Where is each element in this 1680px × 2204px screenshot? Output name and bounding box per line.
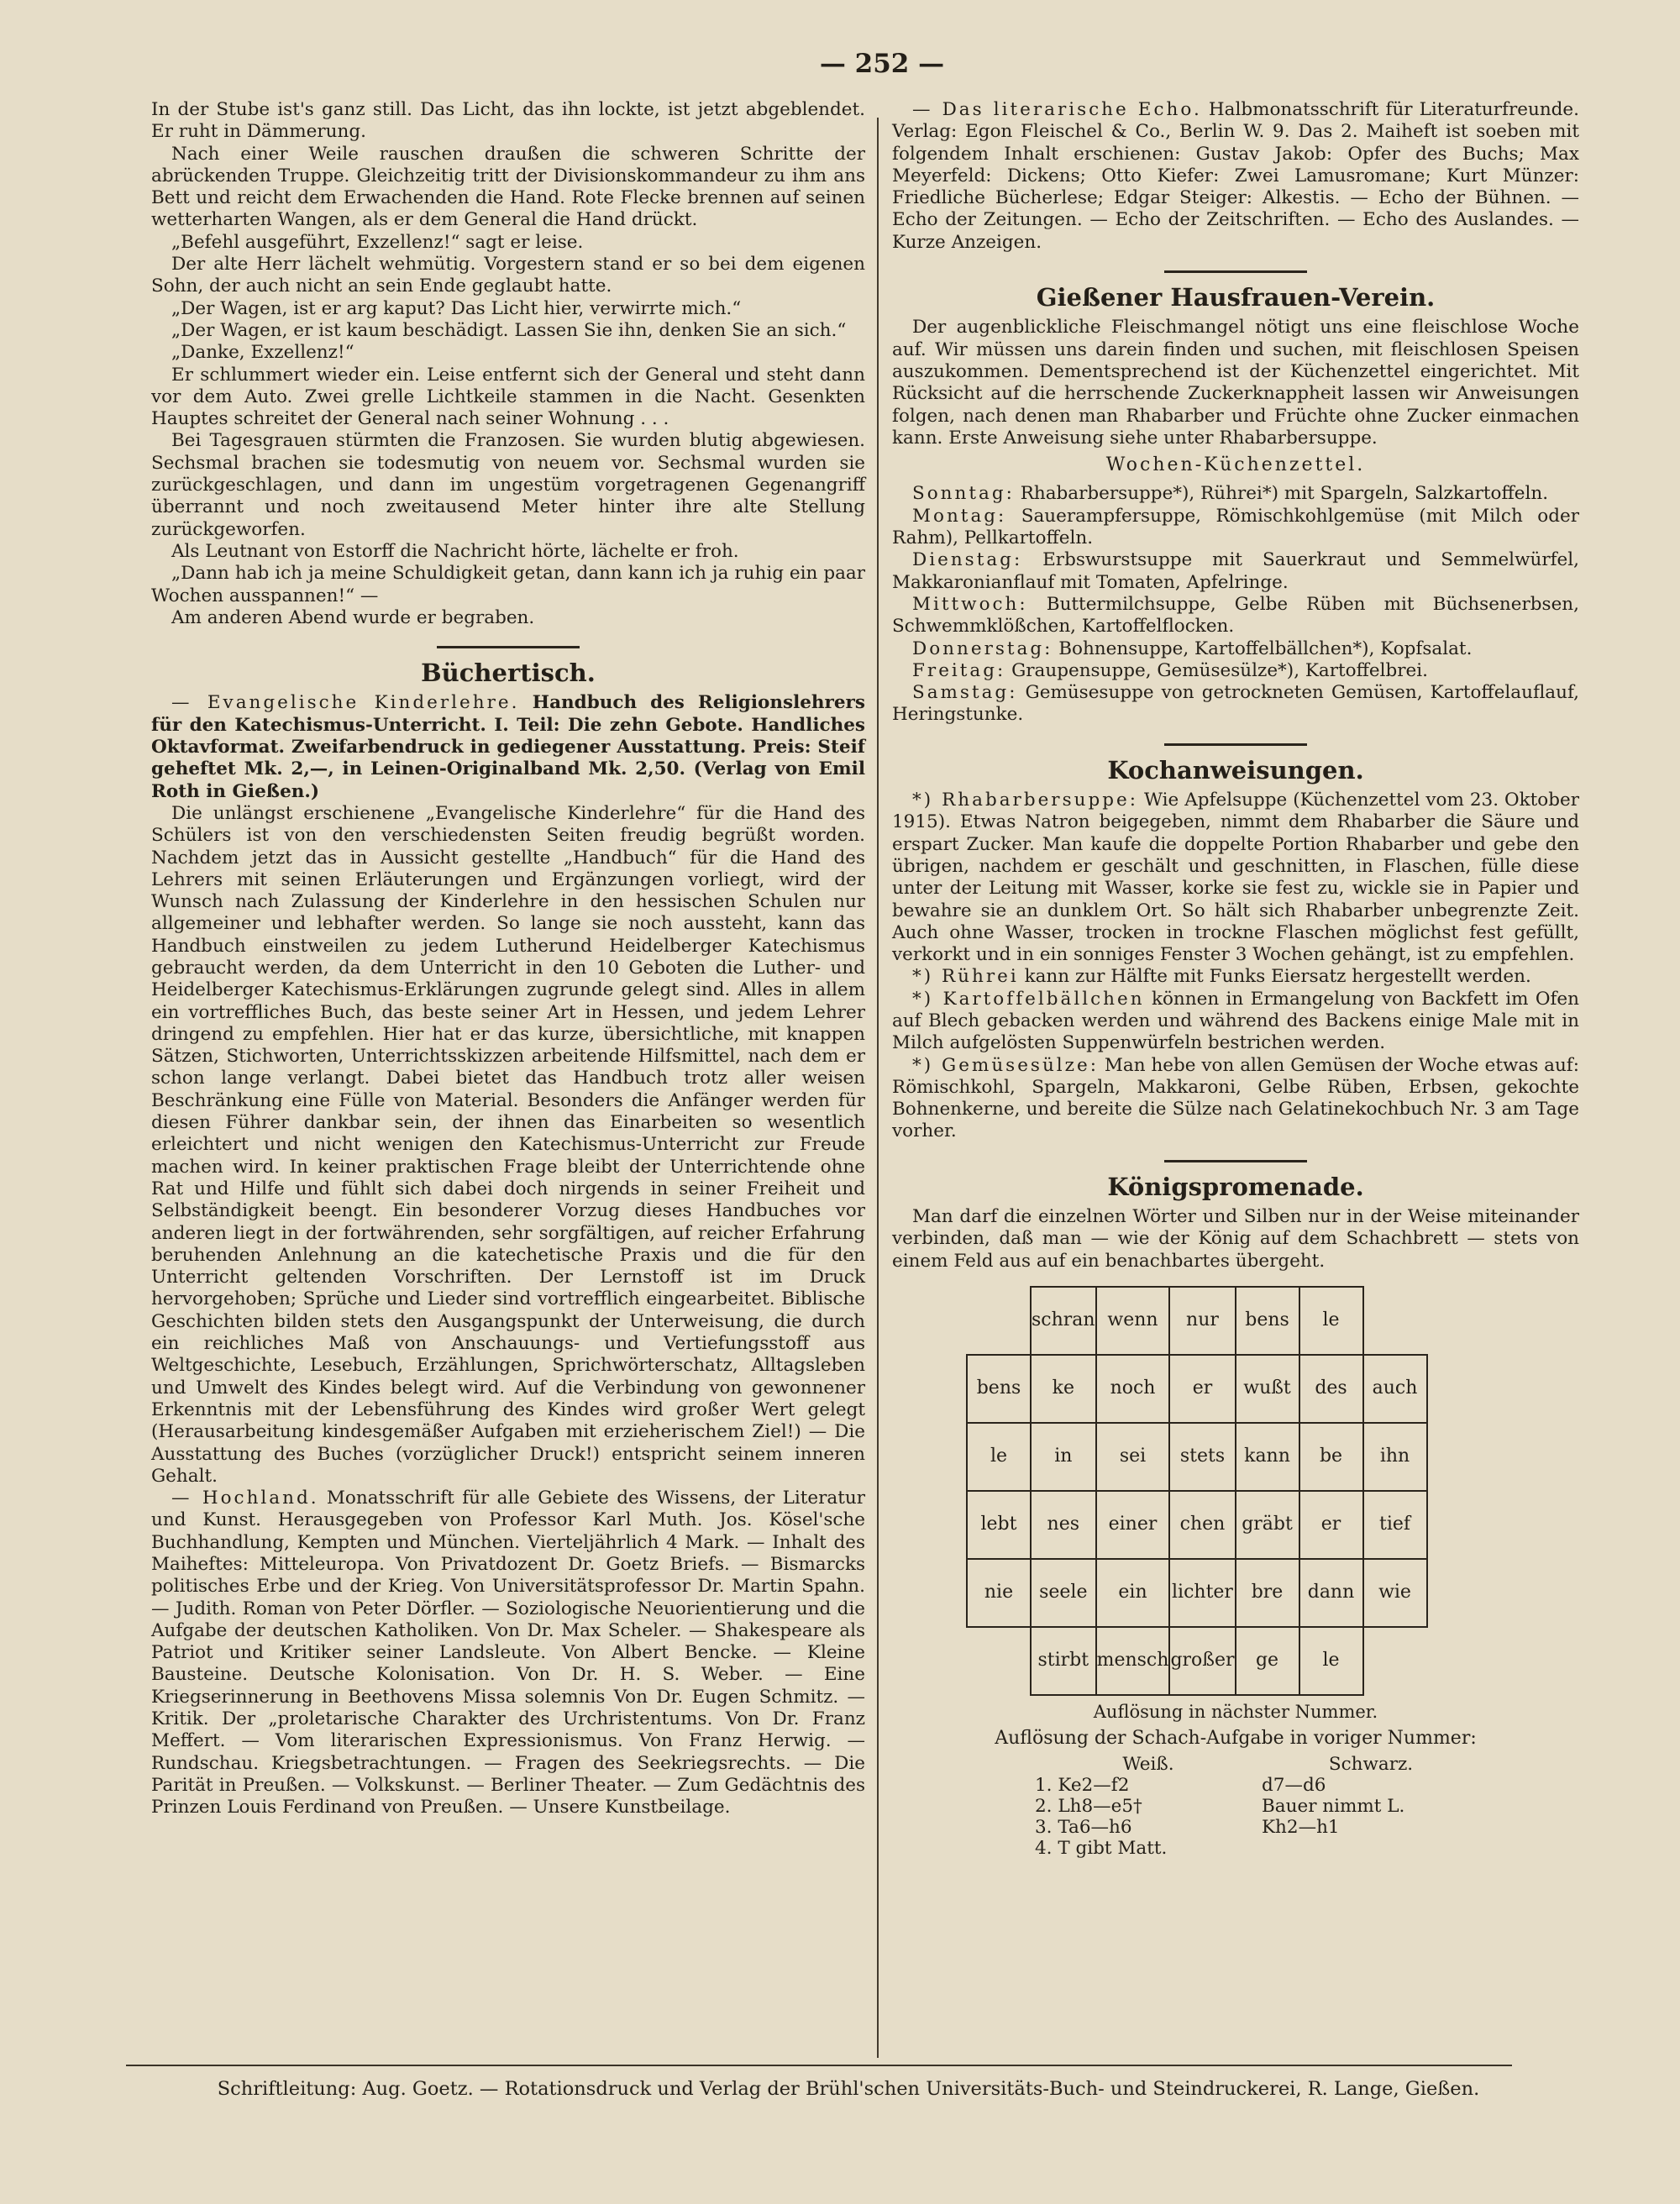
- black-move: Kh2—h1: [1262, 1816, 1340, 1838]
- menu-day: Mittwoch:: [912, 593, 1028, 615]
- story-paragraph: „Dann hab ich ja meine Schuldigkeit getan, dann kann ich ja ruhig ein paar Wochen ausspannen!“ —: [151, 563, 865, 606]
- grid-cell: ihn: [1363, 1423, 1427, 1491]
- grid-cell: le: [1299, 1287, 1363, 1355]
- white-move: 2. Lh8—e5†: [1035, 1795, 1142, 1817]
- black-move: Bauer nimmt L.: [1262, 1795, 1405, 1817]
- recipe-note: [892, 790, 1579, 966]
- page-number: — 252 —: [819, 49, 945, 79]
- white-move: 3. Ta6—h6: [1035, 1816, 1132, 1838]
- grid-cell: stirbt: [1031, 1627, 1096, 1695]
- grid-cell: er: [1169, 1355, 1235, 1423]
- menu-item: [892, 660, 1579, 682]
- grid-cell: des: [1299, 1355, 1363, 1423]
- menu-day: Montag:: [912, 505, 1007, 527]
- right-column: [892, 99, 1579, 1859]
- grid-cell: ge: [1236, 1627, 1299, 1695]
- grid-cell: be: [1299, 1423, 1363, 1491]
- recipe-note: [892, 989, 1579, 1055]
- grid-cell-empty: [967, 1627, 1031, 1695]
- story-paragraph: Bei Tagesgrauen stürmten die Franzosen. Sie wurden blutig abgewiesen. Sechsmal brachen sie todesmutig von neuem vor. Sechsmal wurden sie zurückgeschlagen, und dann im ungestüm vorgetragenen Gegenangriff überrannt und noch zweitausend Meter hinter ihre alte Stellung zurückgeworfen.: [151, 430, 865, 540]
- grid-cell: wenn: [1096, 1287, 1170, 1355]
- books-heading: Büchertisch.: [421, 659, 596, 688]
- grid-cell: sei: [1096, 1423, 1170, 1491]
- menu-day: Sonntag:: [912, 483, 1015, 505]
- grid-cell: stets: [1169, 1423, 1235, 1491]
- recipe-text: können in Ermangelung von Backfett im Ofen auf Blech gebacken werden und während des Backens einige Male mit in Milch aufgelösten Suppenwürfeln bestrichen werden.: [892, 988, 1579, 1054]
- recipe-text: Man hebe von allen Gemüsen der Woche etwas auf: Römischkohl, Spargeln, Makkaroni, Gelbe Rüben, Erbsen, gekochte Bohnenkerne, und bereite die Sülze nach Gelatinekochbuch Nr. 3 am Tage vorher.: [892, 1054, 1579, 1142]
- grid-row: [967, 1491, 1427, 1559]
- story-paragraph: „Befehl ausgeführt, Exzellenz!“ sagt er leise.: [171, 231, 584, 253]
- imprint-footer: Schriftleitung: Aug. Goetz. — Rotationsdruck und Verlag der Brühl'schen Universitäts-Buch- und Steindruckerei, R. Lange, Gießen.: [217, 2078, 1480, 2100]
- grid-cell: chen: [1169, 1491, 1235, 1559]
- book-details: Monatsschrift für alle Gebiete des Wissens, der Literatur und Kunst. Herausgegeben von Professor Karl Muth. Jos. Kösel'sche Buchhandlung, Kempten und München. Vierteljährlich 4 Mark. — Inhalt des Maiheftes: Mitteleuropa. Von Privatdozent Dr. Goetz Briefs. — Bismarcks politisches Erbe und der Krieg. Von Universitätsprofessor Dr. Martin Spahn. — Judith. Roman von Peter Dörfler. — Soziologische Neuorientierung und die Aufgabe der deutschen Katholiken. Von Dr. Max Scheler. — Shakespeare als Patriot und Kritiker seiner Landsleute. Von Albert Bencke. — Kleine Bausteine. Deutsche Kolonisation. Von Dr. H. S. Weber. — Eine Kriegserinnerung in Beethovens Missa solemnis Von Dr. Eugen Schmitz. — Kritik. Der „proletarische Charakter des Urchristentums. Von Dr. Franz Meffert. — Vom literarischen Expressionismus. Von Franz Herwig. — Rundschau. Kriegsbetrachtungen. — Fragen des Seekriegsrechts. — Die Parität in Preußen. — Volkskunst. — Berliner Theater. — Zum Gedächtnis des Prinzen Louis Ferdinand von Preußen. — Unsere Kunstbeilage.: [151, 1488, 865, 1818]
- grid-cell: dann: [1299, 1559, 1363, 1627]
- grid-cell: mensch: [1096, 1627, 1170, 1695]
- story-paragraph: Er schlummert wieder ein. Leise entfernt sich der General und steht dann vor dem Auto. Zwei grelle Lichtkeile stammen in die Nacht. Gesenkten Hauptes schreitet der General nach seiner Wohnung . . .: [151, 364, 865, 430]
- grid-cell: wie: [1363, 1559, 1427, 1627]
- grid-cell: einer: [1096, 1491, 1170, 1559]
- puzzle-heading: Königspromenade.: [1107, 1172, 1364, 1201]
- white-move: 4. T gibt Matt.: [1035, 1837, 1168, 1859]
- menu-text: Gemüsesuppe von getrockneten Gemüsen, Kartoffelauflauf, Heringstunke.: [892, 682, 1579, 726]
- grid-cell: le: [967, 1423, 1031, 1491]
- solution-title: Auflösung der Schach-Aufgabe in voriger Nummer:: [995, 1728, 1477, 1750]
- grid-row: [967, 1355, 1427, 1423]
- menu-item: [892, 594, 1579, 638]
- story-paragraph: Der alte Herr lächelt wehmütig. Vorgestern stand er so bei dem eigenen Sohn, der auch nicht an sein Ende geglaubt hatte.: [151, 254, 865, 297]
- book-entry: [892, 99, 1579, 254]
- story-paragraph: Am anderen Abend wurde er begraben.: [171, 606, 535, 628]
- grid-cell: nur: [1169, 1287, 1235, 1355]
- recipe-text: kann zur Hälfte mit Funks Eiersatz hergestellt werden.: [1024, 966, 1531, 988]
- grid-cell: lebt: [967, 1491, 1031, 1559]
- puzzle-grid: [966, 1286, 1579, 1696]
- book-title: — Evangelische Kinderlehre.: [171, 692, 520, 714]
- recipe-text: Wie Apfelsuppe (Küchenzettel vom 23. Oktober 1915). Etwas Natron beigegeben, nimmt dem Rhabarber die Säure und erspart Zucker. Man kaufe die doppelte Portion Rhabarber und gebe den übrigen, nachdem er geschält und geschnitten, in Flaschen, fülle diese unter der Leitung mit Wasser, korke sie fest zu, wickle sie in Papier und bewahre sie an dunklem Ort. So hält sich Rhabarber unbegrenzte Zeit. Auch ohne Wasser, trocken in trockne Flaschen möglichst fest gefüllt, verkorkt und in ein sonniges Fenster 3 Wochen gehängt, ist zu empfehlen.: [892, 790, 1579, 966]
- grid-cell-empty: [1363, 1627, 1427, 1695]
- grid-cell: in: [1031, 1423, 1096, 1491]
- grid-row: [967, 1287, 1427, 1355]
- grid-cell: bre: [1236, 1559, 1299, 1627]
- menu-item: [892, 506, 1579, 550]
- grid-row: [967, 1423, 1427, 1491]
- recipe-term: *) Kartoffelbällchen: [912, 988, 1145, 1010]
- grid-cell: nes: [1031, 1491, 1096, 1559]
- menu-day: Samstag:: [912, 682, 1018, 704]
- story-paragraph: „Der Wagen, er ist kaum beschädigt. Lassen Sie ihn, denken Sie an sich.“: [171, 319, 847, 341]
- book-title: — Hochland.: [171, 1488, 319, 1509]
- grid-row: [967, 1627, 1427, 1695]
- white-label: Weiß.: [1122, 1753, 1174, 1775]
- grid-cell: tief: [1363, 1491, 1427, 1559]
- menu-item: [892, 682, 1579, 727]
- menu-day: Dienstag:: [912, 549, 1023, 571]
- grid-cell: seele: [1031, 1559, 1096, 1627]
- book-details: Halbmonatsschrift für Literaturfreunde. Verlag: Egon Fleischel & Co., Berlin W. 9. Das 2. Maiheft ist soeben mit folgendem Inhalt erschienen: Gustav Jakob: Opfer des Buchs; Max Meyerfeld: Dickens; Otto Kiefer: Zwei Lamusromane; Kurt Münzer: Friedliche Bücherlese; Edgar Steiger: Alkestis. — Echo der Bühnen. — Echo der Zeitungen. — Echo der Zeitschriften. — Echo des Auslandes. — Kurze Anzeigen.: [892, 99, 1579, 253]
- recipe-note: [892, 966, 1579, 988]
- book-entry-header: [151, 692, 865, 802]
- grid-cell: lichter: [1169, 1559, 1235, 1627]
- menu-day: Freitag:: [912, 659, 1006, 681]
- grid-cell: bens: [1236, 1287, 1299, 1355]
- menu-text: Erbswurstsuppe mit Sauerkraut und Semmelwürfel, Makkaronianflauf mit Tomaten, Apfelringe.: [892, 549, 1579, 593]
- grid-cell: kann: [1236, 1423, 1299, 1491]
- grid-cell: schran: [1031, 1287, 1096, 1355]
- grid-cell: er: [1299, 1491, 1363, 1559]
- grid-cell: auch: [1363, 1355, 1427, 1423]
- menu-text: Rhabarbersuppe*), Rührei*) mit Spargeln, Salzkartoffeln.: [1020, 483, 1549, 505]
- book-details: Handbuch des Religionslehrers für den Katechismus-Unterricht. I. Teil: Die zehn Gebote. Handliches Oktavformat. Zweifarbendruck in gediegener Ausstattung. Preis: Steif geheftet Mk. 2,—, in Leinen-Originalband Mk. 2,50. (Verlag von Emil Roth in Gießen.): [151, 692, 865, 802]
- puzzle-intro: Man darf die einzelnen Wörter und Silben nur in der Weise miteinander verbinden, daß man — wie der König auf dem Schachbrett — stets von einem Feld aus auf ein benachbartes übergeht.: [892, 1206, 1579, 1272]
- menu-item: [892, 483, 1579, 505]
- menu-text: Sauerampfersuppe, Römischkohlgemüse (mit Milch oder Rahm), Pellkartoffeln.: [892, 505, 1579, 549]
- column-rule: [877, 118, 879, 2058]
- book-review: Die unlängst erschienene „Evangelische Kinderlehre“ für die Hand des Schülers ist von den verschiedensten Seiten freudig begrüßt worden. Nachdem jetzt das in Aussicht gestellte „Handbuch“ für die Hand des Lehrers mit seinen Erläuterungen und Ergänzungen vorliegt, wird der Wunsch nach Zulassung der Kinderlehre in den hessischen Schulen nur allgemeiner und lebhafter werden. So lange sie noch aussteht, kann das Handbuch einstweilen zu jedem Lutherund Heidelberger Katechismus gebraucht werden, da dem Unterricht in den 10 Geboten die Luther- und Heidelberger Katechismus-Erklärungen zugrunde gelegt sind. Alles in allem ein vortreffliches Buch, das beste seiner Art in Hessen, und jedem Lehrer dringend zu empfehlen. Hier hat er das kurze, übersichtliche, mit knappen Sätzen, Stichworten, Unterrichtsskizzen arbeitende Hilfsmittel, nach dem er schon lange verlangt. Dabei bietet das Handbuch trotz aller weisen Beschränkung eine Fülle von Material. Besonders die Anfänger werden für diesen Führer dankbar sein, der ihnen das Einarbeiten so wesentlich erleichtert und nicht wenigen den Katechismus-Unterricht zur Freude machen wird. In keiner praktischen Frage bleibt der Unterrichtende ohne Rat und Hilfe und fühlt sich dabei doch nirgends in seiner Freiheit und Selbständigkeit beengt. Ein besonderer Vorzug dieses Handbuches vor anderen liegt in der fortwährenden, sehr sorgfältigen, auf reicher Erfahrung beruhenden Anlehnung an die katechetische Praxis und die für den Unterricht geltenden Vorschriften. Der Lernstoff ist im Druck hervorgehoben; Sprüche und Lieder sind vortrefflich eingearbeitet. Biblische Geschichten bilden stets den Ausgangspunkt der Unterweisung, die durch ein reichliches Maß von Anschauungs- und Vertiefungsstoff aus Weltgeschichte, Lesebuch, Erzählungen, Sprichwörterschatz, Alltagsleben und Umwelt des Kindes belegt wird. Auf die Verbindung von gewonnener Erkenntnis mit der Lebensführung des Kindes wird großer Wert gelegt (Herausarbeitung kindesgemäßer Aufgaben mit erzieherischem Ziel!) — Die Ausstattung des Buches (vorzüglicher Druck!) entspricht seinem inneren Gehalt.: [151, 802, 865, 1487]
- recipe-term: *) Rührei: [912, 966, 1019, 988]
- footer-rule: [126, 2065, 1512, 2066]
- white-move: 1. Ke2—f2: [1035, 1774, 1130, 1796]
- puzzle-caption: Auflösung in nächster Nummer.: [1093, 1701, 1378, 1722]
- grid-cell: ke: [1031, 1355, 1096, 1423]
- grid-cell: wußt: [1236, 1355, 1299, 1423]
- menu-text: Graupensuppe, Gemüsesülze*), Kartoffelbrei.: [1011, 659, 1428, 681]
- story-paragraph: „Der Wagen, ist er arg kaput? Das Licht hier, verwirrte mich.“: [171, 297, 742, 319]
- grid-cell: le: [1299, 1627, 1363, 1695]
- menu-item: [892, 638, 1579, 660]
- black-move: [1262, 1838, 1480, 1859]
- black-label: Schwarz.: [1328, 1753, 1414, 1775]
- story-paragraph: „Danke, Exzellenz!“: [171, 342, 354, 364]
- grid-cell: bens: [967, 1355, 1031, 1423]
- black-move: d7—d6: [1262, 1774, 1326, 1796]
- story-paragraph: Als Leutnant von Estorff die Nachricht hörte, lächelte er froh.: [171, 540, 739, 562]
- book-entry: [151, 1488, 865, 1818]
- grid-cell: gräbt: [1236, 1491, 1299, 1559]
- grid-cell: nie: [967, 1559, 1031, 1627]
- grid-row: [967, 1559, 1427, 1627]
- grid-cell: noch: [1096, 1355, 1170, 1423]
- koch-heading: Kochanweisungen.: [1107, 755, 1364, 785]
- menu-text: Buttermilchsuppe, Gelbe Rüben mit Büchsenerbsen, Schwemmklößchen, Kartoffelflocken.: [892, 593, 1579, 638]
- story-paragraph: In der Stube ist's ganz still. Das Licht, das ihn lockte, ist jetzt abgeblendet. Er ruht in Dämmerung.: [151, 99, 865, 143]
- grid-cell-empty: [1363, 1287, 1427, 1355]
- section-divider: [1164, 1160, 1307, 1162]
- section-divider: [1164, 743, 1307, 746]
- chess-solution: [1035, 1754, 1579, 1859]
- verein-paragraph: Der augenblickliche Fleischmangel nötigt uns eine fleischlose Woche auf. Wir müssen uns darein finden und suchen, mit fleischlosen Speisen auszukommen. Dementsprechend ist der Küchenzettel eingerichtet. Mit Rücksicht auf die herrschende Zuckerknappheit lassen wir Anweisungen folgen, nach denen man Rhabarber und Früchte ohne Zucker einmachen kann. Erste Anweisung siehe unter Rhabarbersuppe.: [892, 317, 1579, 449]
- section-divider: [1164, 270, 1307, 273]
- left-column: [151, 99, 865, 1819]
- recipe-note: [892, 1055, 1579, 1143]
- verein-heading: Gießener Hausfrauen-Verein.: [1036, 283, 1436, 312]
- grid-cell: großer: [1169, 1627, 1235, 1695]
- menu-heading: Wochen-Küchenzettel.: [1105, 454, 1366, 476]
- book-title: — Das literarische Echo.: [912, 99, 1202, 120]
- grid-cell-empty: [967, 1287, 1031, 1355]
- menu-day: Donnerstag:: [912, 638, 1053, 659]
- story-paragraph: Nach einer Weile rauschen draußen die schweren Schritte der abrückenden Truppe. Gleichzeitig tritt der Divisionskommandeur zu ihm ans Bett und reicht dem Erwachenden die Hand. Rote Flecke brennen auf seinen wetterharten Wangen, als er dem General die Hand drückt.: [151, 143, 865, 231]
- recipe-term: *) Rhabarbersuppe:: [912, 790, 1138, 811]
- grid-cell: ein: [1096, 1559, 1170, 1627]
- recipe-term: *) Gemüsesülze:: [912, 1054, 1099, 1076]
- section-divider: [437, 646, 580, 648]
- menu-item: [892, 549, 1579, 594]
- menu-text: Bohnensuppe, Kartoffelbällchen*), Kopfsalat.: [1058, 638, 1473, 659]
